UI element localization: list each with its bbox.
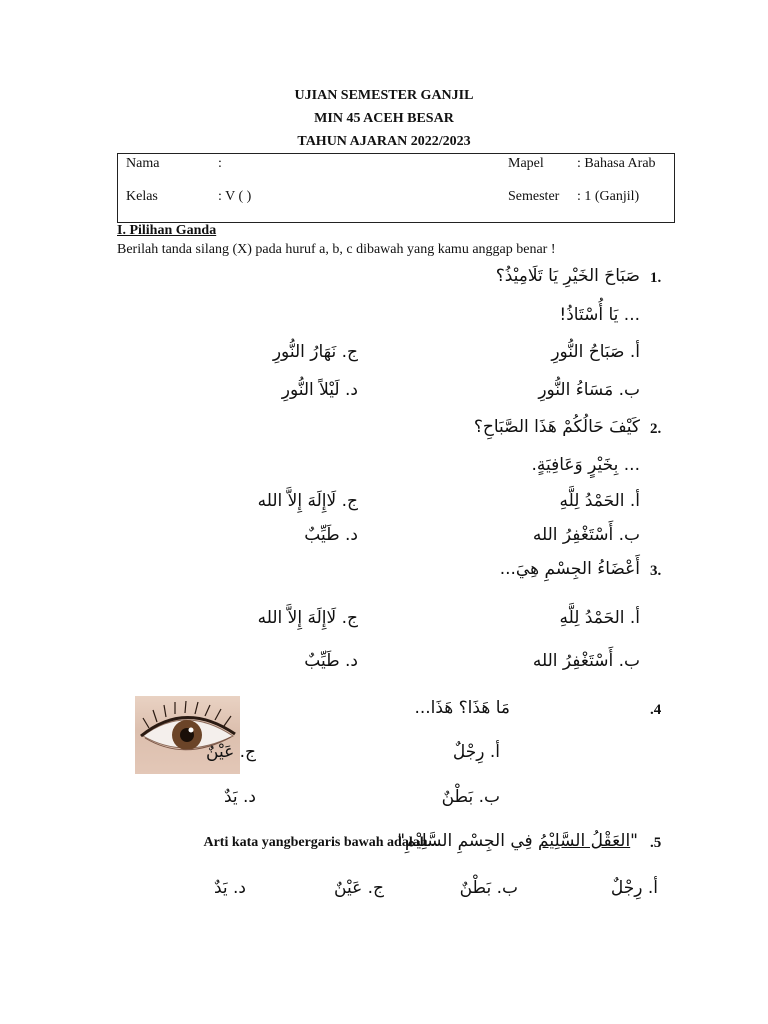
- question-1-number: 1.: [650, 270, 662, 286]
- question-5-instruction: Arti kata yangbergaris bawah adalah...: [203, 835, 438, 850]
- question-1-option-a: أ. صَبَاحُ النُّورِ: [551, 342, 640, 362]
- question-2-prompt: ... بِخَيْرٍ وَعَافِيَةٍ.: [531, 455, 640, 475]
- semester-value: : 1 (Ganjil): [577, 189, 640, 204]
- question-3-text: أَعْضَاءُ الجِسْمِ هِيَ...: [499, 559, 640, 579]
- question-2-number: 2.: [650, 421, 662, 437]
- mapel-value: : Bahasa Arab: [577, 156, 656, 171]
- mapel-label: Mapel: [508, 156, 544, 171]
- academic-year: TAHUN AJARAN 2022/2023: [297, 134, 471, 149]
- nama-value: :: [218, 156, 222, 171]
- question-2-text: كَيْفَ حَالُكُمْ هَذَا الصَّبَاحِ؟: [473, 417, 640, 437]
- question-5-option-b: ب. بَطْنٌ: [459, 878, 518, 898]
- question-2-option-d: د. طَيِّبٌ: [304, 525, 358, 545]
- question-4-option-c: ج. عَيْنٌ: [206, 742, 256, 762]
- eye-icon: [135, 696, 240, 774]
- question-1-option-b: ب. مَسَاءُ النُّورِ: [538, 380, 640, 400]
- question-5-option-a: أ. رِجْلٌ: [610, 878, 658, 898]
- question-2-option-c: ج. لَاإِلَهَ إِلاَّ الله: [257, 491, 358, 511]
- question-4-text: مَا هَذَا؟ هَذَا...: [414, 698, 510, 718]
- eye-image: [135, 696, 240, 774]
- kelas-value: : V ( ): [218, 189, 252, 204]
- exam-title: UJIAN SEMESTER GANJIL: [294, 88, 474, 103]
- question-4-option-d: د. يَدٌ: [223, 787, 256, 807]
- question-1-prompt: ... يَا أُسْتَاذُ!: [559, 305, 640, 325]
- question-1-option-d: د. لَيْلاً النُّورِ: [281, 380, 358, 400]
- question-5-option-d: د. يَدٌ: [213, 878, 246, 898]
- question-5-quote-open: ": [630, 831, 638, 851]
- instruction-text: Berilah tanda silang (X) pada huruf a, b, c dibawah yang kamu anggap benar !: [117, 242, 556, 257]
- question-2-option-b: ب. أَسْتَغْفِرُ الله: [532, 525, 640, 545]
- question-3-option-b: ب. أَسْتَغْفِرُ الله: [532, 651, 640, 671]
- question-1-option-c: ج. نَهَارُ النُّورِ: [272, 342, 358, 362]
- question-4-option-a: أ. رِجْلٌ: [452, 742, 500, 762]
- kelas-label: Kelas: [126, 189, 158, 204]
- section-title: I. Pilihan Ganda: [117, 223, 217, 238]
- question-5-option-c: ج. عَيْنٌ: [334, 878, 384, 898]
- question-2-option-a: أ. الحَمْدُ لِلَّهِ: [559, 491, 640, 511]
- question-3-number: 3.: [650, 563, 662, 579]
- question-4-number: .4: [650, 702, 662, 718]
- question-3-option-d: د. طَيِّبٌ: [304, 651, 358, 671]
- question-5-arabic-rest: فِي الجِسْمِ السَّلِيْمِ": [397, 831, 533, 851]
- semester-label: Semester: [508, 189, 560, 204]
- question-5-number: .5: [650, 835, 662, 851]
- question-3-option-a: أ. الحَمْدُ لِلَّهِ: [559, 608, 640, 628]
- question-3-option-c: ج. لَاإِلَهَ إِلاَّ الله: [257, 608, 358, 628]
- question-4-option-b: ب. بَطْنٌ: [441, 787, 500, 807]
- nama-label: Nama: [126, 156, 160, 171]
- school-name: MIN 45 ACEH BESAR: [314, 111, 454, 126]
- question-1-text: صَبَاحَ الخَيْرِ يَا تَلَامِيْذُ؟: [495, 266, 640, 286]
- question-5-underlined-phrase: العَقْلُ السَّلِيْمُ: [538, 831, 631, 851]
